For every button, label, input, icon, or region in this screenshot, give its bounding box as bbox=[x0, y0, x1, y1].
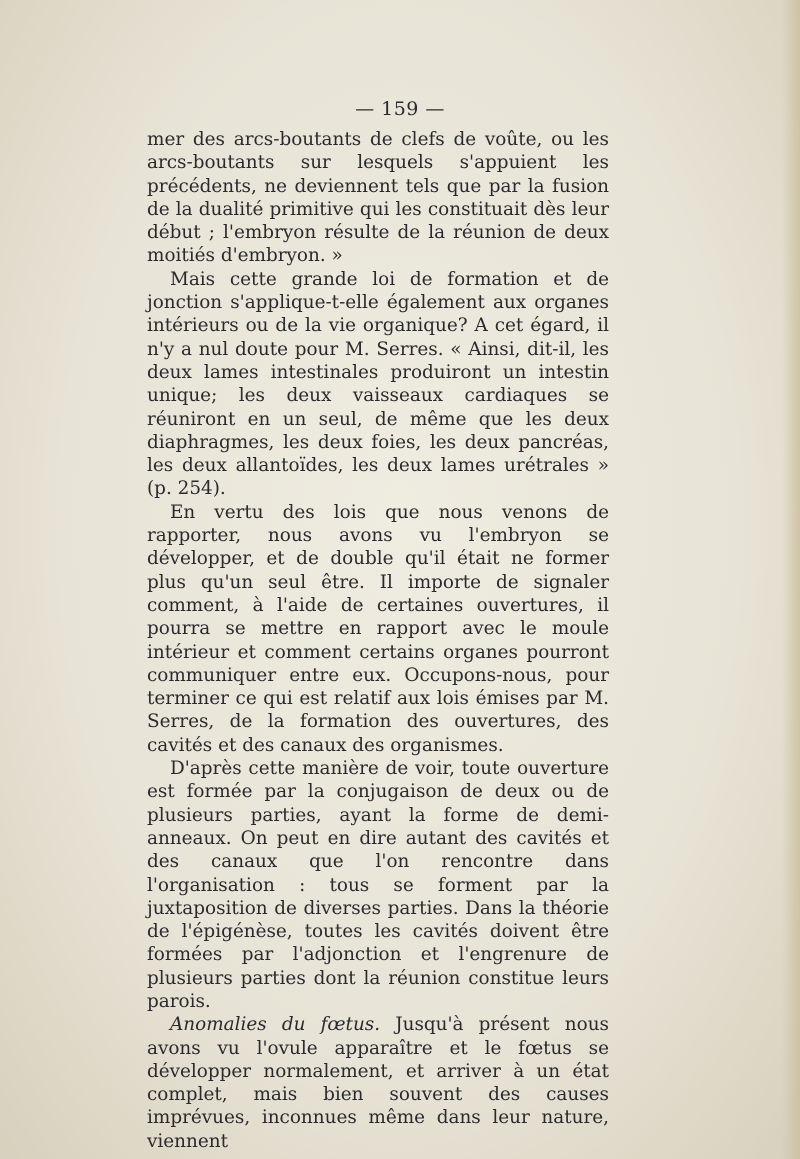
paragraph-continuation: mer des arcs-boutants de clefs de voûte, ou les arcs-boutants sur lesquels s'appuient les précédents, ne deviennent tels que par la fusion de la dualité primitive qui les constituait dès leur début ; l'embryon résulte de la réunion de deux moitiés d'embryon. » bbox=[147, 129, 609, 267]
paragraph: En vertu des lois que nous venons de rapporter, nous avons vu l'embryon se développer, et de double qu'il était ne former plus qu'un seul être. Il importe de signaler comment, à l'aide de certaines ouvertures, il pourra se mettre en rapport avec le moule intérieur et comment certains organes pourront communiquer entre eux. Occupons-nous, pour terminer ce qui est relatif aux lois émises par M. Serres, de la formation des ouvertures, des cavités et des canaux des organismes. bbox=[147, 501, 609, 756]
paragraph-text: Jusqu'à présent nous avons vu l'ovule apparaître et le fœtus se développer normalement, et arriver à un état complet, mais bien souvent des causes imprévues, inconnues même dans leur nature, viennent bbox=[147, 1014, 609, 1152]
page-number: — 159 — bbox=[355, 98, 445, 120]
paragraph-with-heading bbox=[147, 1013, 609, 1153]
paragraph: D'après cette manière de voir, toute ouverture est formée par la conjugaison de deux ou de plusieurs parties, ayant la forme de demi-anneaux. On peut en dire autant des cavités et des canaux que l'on rencontre dans l'organisation : tous se forment par la juxtaposition de diverses parties. Dans la théorie de l'épigénèse, toutes les cavités doivent être formées par l'adjonction et l'engrenure de plusieurs parties dont la réunion constitue leurs parois. bbox=[147, 758, 609, 1012]
page-edge-shadow bbox=[782, 0, 800, 1159]
body-text bbox=[147, 128, 609, 1153]
paragraph: Mais cette grande loi de formation et de jonction s'applique-t-elle également aux organes intérieurs ou de la vie organique? A cet égard, il n'y a nul doute pour M. Serres. « Ainsi, dit-il, les deux lames intestinales produiront un intestin unique; les deux vaisseaux cardiaques se réuniront en un seul, de même que les deux diaphragmes, les deux foies, les deux pancréas, les deux allantoïdes, les deux lames urétrales » (p. 254). bbox=[147, 268, 609, 500]
section-heading: Anomalies du fœtus. bbox=[170, 1014, 381, 1036]
